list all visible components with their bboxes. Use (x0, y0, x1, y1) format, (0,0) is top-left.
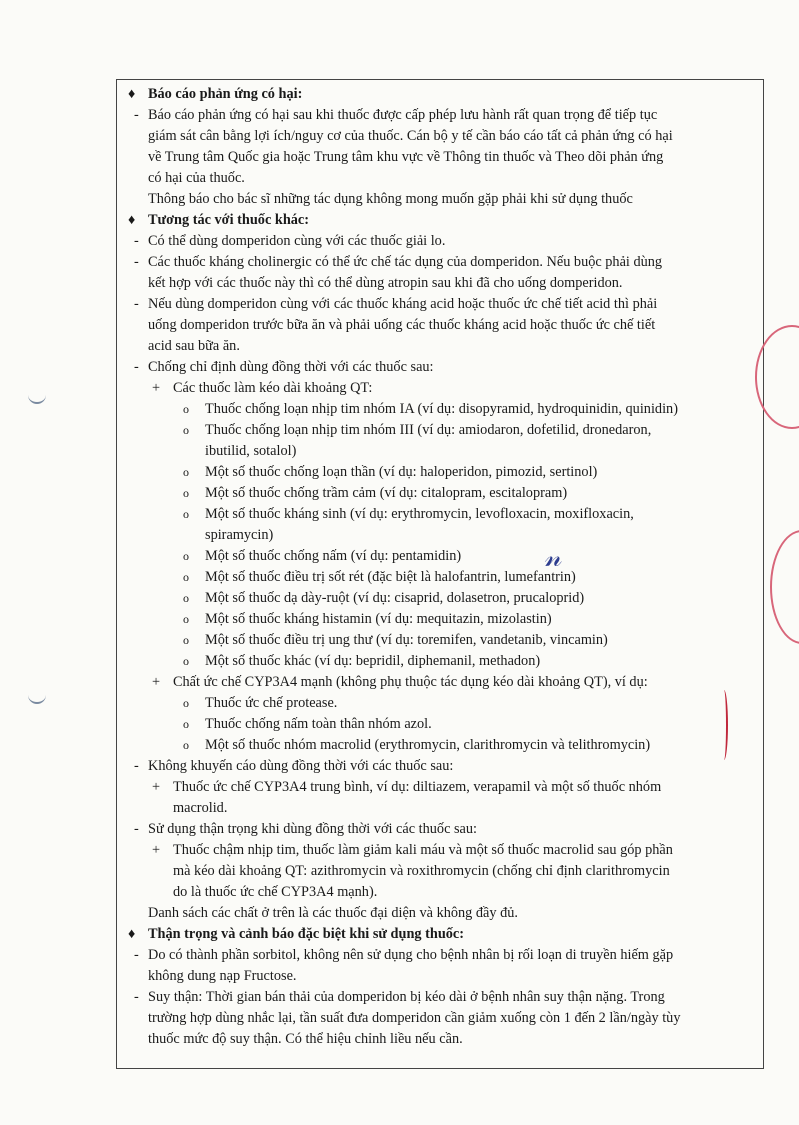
list-item (128, 756, 756, 777)
list-item (128, 987, 756, 1050)
text-line: Suy thận: Thời gian bán thải của domperidon bị kéo dài ở bệnh nhân suy thận nặng. Trong (148, 989, 665, 1005)
handwritten-initial: 𝓃 (545, 540, 563, 573)
seal-stamp (770, 530, 799, 644)
text-line: Các thuốc làm kéo dài khoảng QT: (173, 380, 373, 396)
text-line: macrolid. (173, 800, 228, 816)
text-line: Một số thuốc chống loạn thần (ví dụ: haloperidon, pimozid, sertinol) (205, 464, 598, 480)
list-item (128, 945, 756, 987)
text-line: Thuốc chậm nhịp tim, thuốc làm giảm kali máu và một số thuốc macrolid sau góp phần (173, 842, 673, 858)
text-line: acid sau bữa ăn. (148, 338, 240, 354)
list-item (128, 588, 756, 609)
text-line: uống domperidon trước bữa ăn và phải uống các thuốc kháng acid hoặc thuốc ức chế tiết (148, 317, 656, 333)
circ-bullet-icon: o (183, 738, 189, 752)
section-title: Tương tác với thuốc khác: (148, 212, 310, 228)
paragraph (128, 903, 756, 924)
text-line: Một số thuốc nhóm macrolid (erythromycin, clarithromycin và telithromycin) (205, 737, 651, 753)
dash-bullet-icon: - (134, 359, 139, 375)
dash-bullet-icon: - (134, 989, 139, 1005)
text-line: Thông báo cho bác sĩ những tác dụng không mong muốn gặp phải khi sử dụng thuốc (148, 191, 633, 207)
paragraph (128, 189, 756, 210)
circ-bullet-icon: o (183, 423, 189, 437)
dash-bullet-icon: - (134, 947, 139, 963)
text-line: Chất ức chế CYP3A4 mạnh (không phụ thuộc tác dụng kéo dài khoảng QT), ví dụ: (173, 674, 648, 690)
list-item (128, 294, 756, 357)
list-item (128, 357, 756, 378)
plus-bullet-icon: + (152, 380, 161, 396)
diamond-bullet-icon: ♦ (128, 86, 136, 102)
list-item (128, 378, 756, 399)
text-line: mà kéo dài khoảng QT: azithromycin và roxithromycin (chống chỉ định clarithromycin (173, 863, 670, 879)
circ-bullet-icon: o (183, 570, 189, 584)
text-line: ibutilid, sotalol) (205, 443, 297, 459)
circ-bullet-icon: o (183, 591, 189, 605)
circ-bullet-icon: o (183, 696, 189, 710)
text-line: Một số thuốc chống trầm cảm (ví dụ: citalopram, escitalopram) (205, 485, 568, 501)
document-body (128, 84, 756, 1050)
text-line: Một số thuốc kháng histamin (ví dụ: mequitazin, mizolastin) (205, 611, 552, 627)
text-line: thuốc mức độ suy thận. Có thể hiệu chỉnh liều nếu cần. (148, 1031, 463, 1047)
text-line: Sử dụng thận trọng khi dùng đồng thời với các thuốc sau: (148, 821, 478, 837)
list-item (128, 819, 756, 840)
circ-bullet-icon: o (183, 486, 189, 500)
diamond-bullet-icon: ♦ (128, 926, 136, 942)
list-item (128, 567, 756, 588)
text-line: Không khuyến cáo dùng đồng thời với các thuốc sau: (148, 758, 454, 774)
text-line: Thuốc chống nấm toàn thân nhóm azol. (205, 716, 432, 732)
list-item (128, 252, 756, 294)
red-pen-mark (720, 690, 728, 760)
diamond-bullet-icon: ♦ (128, 212, 136, 228)
dash-bullet-icon: - (134, 821, 139, 837)
text-line: giám sát cân bằng lợi ích/nguy cơ của thuốc. Cán bộ y tế cần báo cáo tất cả phản ứng có hại (148, 128, 673, 144)
text-line: Một số thuốc chống nấm (ví dụ: pentamidin) (205, 548, 462, 564)
circ-bullet-icon: o (183, 633, 189, 647)
text-line: Một số thuốc điều trị sốt rét (đặc biệt là halofantrin, lumefantrin) (205, 569, 576, 585)
section-title: Báo cáo phản ứng có hại: (148, 86, 303, 102)
list-item (128, 483, 756, 504)
list-item (128, 504, 756, 546)
circ-bullet-icon: o (183, 465, 189, 479)
plus-bullet-icon: + (152, 779, 161, 795)
list-item (128, 651, 756, 672)
text-line: kết hợp với các thuốc này thì có thể dùng atropin sau khi đã cho uống domperidon. (148, 275, 623, 291)
dash-bullet-icon: - (134, 758, 139, 774)
list-item (128, 105, 756, 189)
text-line: Nếu dùng domperidon cùng với các thuốc kháng acid hoặc thuốc ức chế tiết acid thì phải (148, 296, 658, 312)
section-heading (128, 210, 756, 231)
circ-bullet-icon: o (183, 549, 189, 563)
text-line: Báo cáo phản ứng có hại sau khi thuốc được cấp phép lưu hành rất quan trọng để tiếp tục (148, 107, 658, 123)
text-line: do là thuốc ức chế CYP3A4 mạnh). (173, 884, 378, 900)
list-item (128, 777, 756, 819)
dash-bullet-icon: - (134, 296, 139, 312)
list-item (128, 693, 756, 714)
list-item (128, 609, 756, 630)
text-line: trường hợp dùng nhắc lại, tần suất đưa domperidon cần giảm xuống còn 1 đến 2 lần/ngày tùy (148, 1010, 681, 1026)
text-line: Một số thuốc dạ dày-ruột (ví dụ: cisaprid, dolasetron, prucaloprid) (205, 590, 585, 606)
circ-bullet-icon: o (183, 654, 189, 668)
text-line: Chống chỉ định dùng đồng thời với các thuốc sau: (148, 359, 434, 375)
list-item (128, 735, 756, 756)
text-line: Một số thuốc khác (ví dụ: bepridil, diphemanil, methadon) (205, 653, 541, 669)
list-item (128, 462, 756, 483)
list-item (128, 630, 756, 651)
text-line: Thuốc ức chế CYP3A4 trung bình, ví dụ: diltiazem, verapamil và một số thuốc nhóm (173, 779, 662, 795)
text-line: Có thể dùng domperidon cùng với các thuốc giải lo. (148, 233, 446, 249)
plus-bullet-icon: + (152, 842, 161, 858)
list-item (128, 840, 756, 903)
text-line: Do có thành phần sorbitol, không nên sử dụng cho bệnh nhân bị rối loạn di truyền hiếm gặp (148, 947, 674, 963)
text-line: Một số thuốc điều trị ung thư (ví dụ: toremifen, vandetanib, vincamin) (205, 632, 608, 648)
text-line: Các thuốc kháng cholinergic có thể ức chế tác dụng của domperidon. Nếu buộc phải dùng (148, 254, 663, 270)
text-line: Thuốc chống loạn nhịp tim nhóm IA (ví dụ: disopyramid, hydroquinidin, quinidin) (205, 401, 678, 417)
dash-bullet-icon: - (134, 233, 139, 249)
dash-bullet-icon: - (134, 254, 139, 270)
circ-bullet-icon: o (183, 402, 189, 416)
text-line: có hại của thuốc. (148, 170, 245, 186)
section-heading (128, 84, 756, 105)
dash-bullet-icon: - (134, 107, 139, 123)
text-line: Thuốc chống loạn nhịp tim nhóm III (ví dụ: amiodaron, dofetilid, dronedaron, (205, 422, 652, 438)
list-item (128, 672, 756, 693)
list-item (128, 546, 756, 567)
punch-hole-mark (28, 390, 46, 404)
list-item (128, 714, 756, 735)
punch-hole-mark (28, 690, 46, 704)
list-item (128, 420, 756, 462)
text-line: không dung nạp Fructose. (148, 968, 297, 984)
section-title: Thận trọng và cảnh báo đặc biệt khi sử dụng thuốc: (148, 926, 465, 942)
list-item (128, 399, 756, 420)
text-line: Thuốc ức chế protease. (205, 695, 338, 711)
text-line: spiramycin) (205, 527, 274, 543)
text-line: Một số thuốc kháng sinh (ví dụ: erythromycin, levofloxacin, moxifloxacin, (205, 506, 634, 522)
text-line: về Trung tâm Quốc gia hoặc Trung tâm khu vực về Thông tin thuốc và Theo dõi phản ứng (148, 149, 664, 165)
section-heading (128, 924, 756, 945)
circ-bullet-icon: o (183, 612, 189, 626)
circ-bullet-icon: o (183, 717, 189, 731)
list-item (128, 231, 756, 252)
plus-bullet-icon: + (152, 674, 161, 690)
text-line: Danh sách các chất ở trên là các thuốc đại diện và không đầy đủ. (148, 905, 518, 921)
circ-bullet-icon: o (183, 507, 189, 521)
